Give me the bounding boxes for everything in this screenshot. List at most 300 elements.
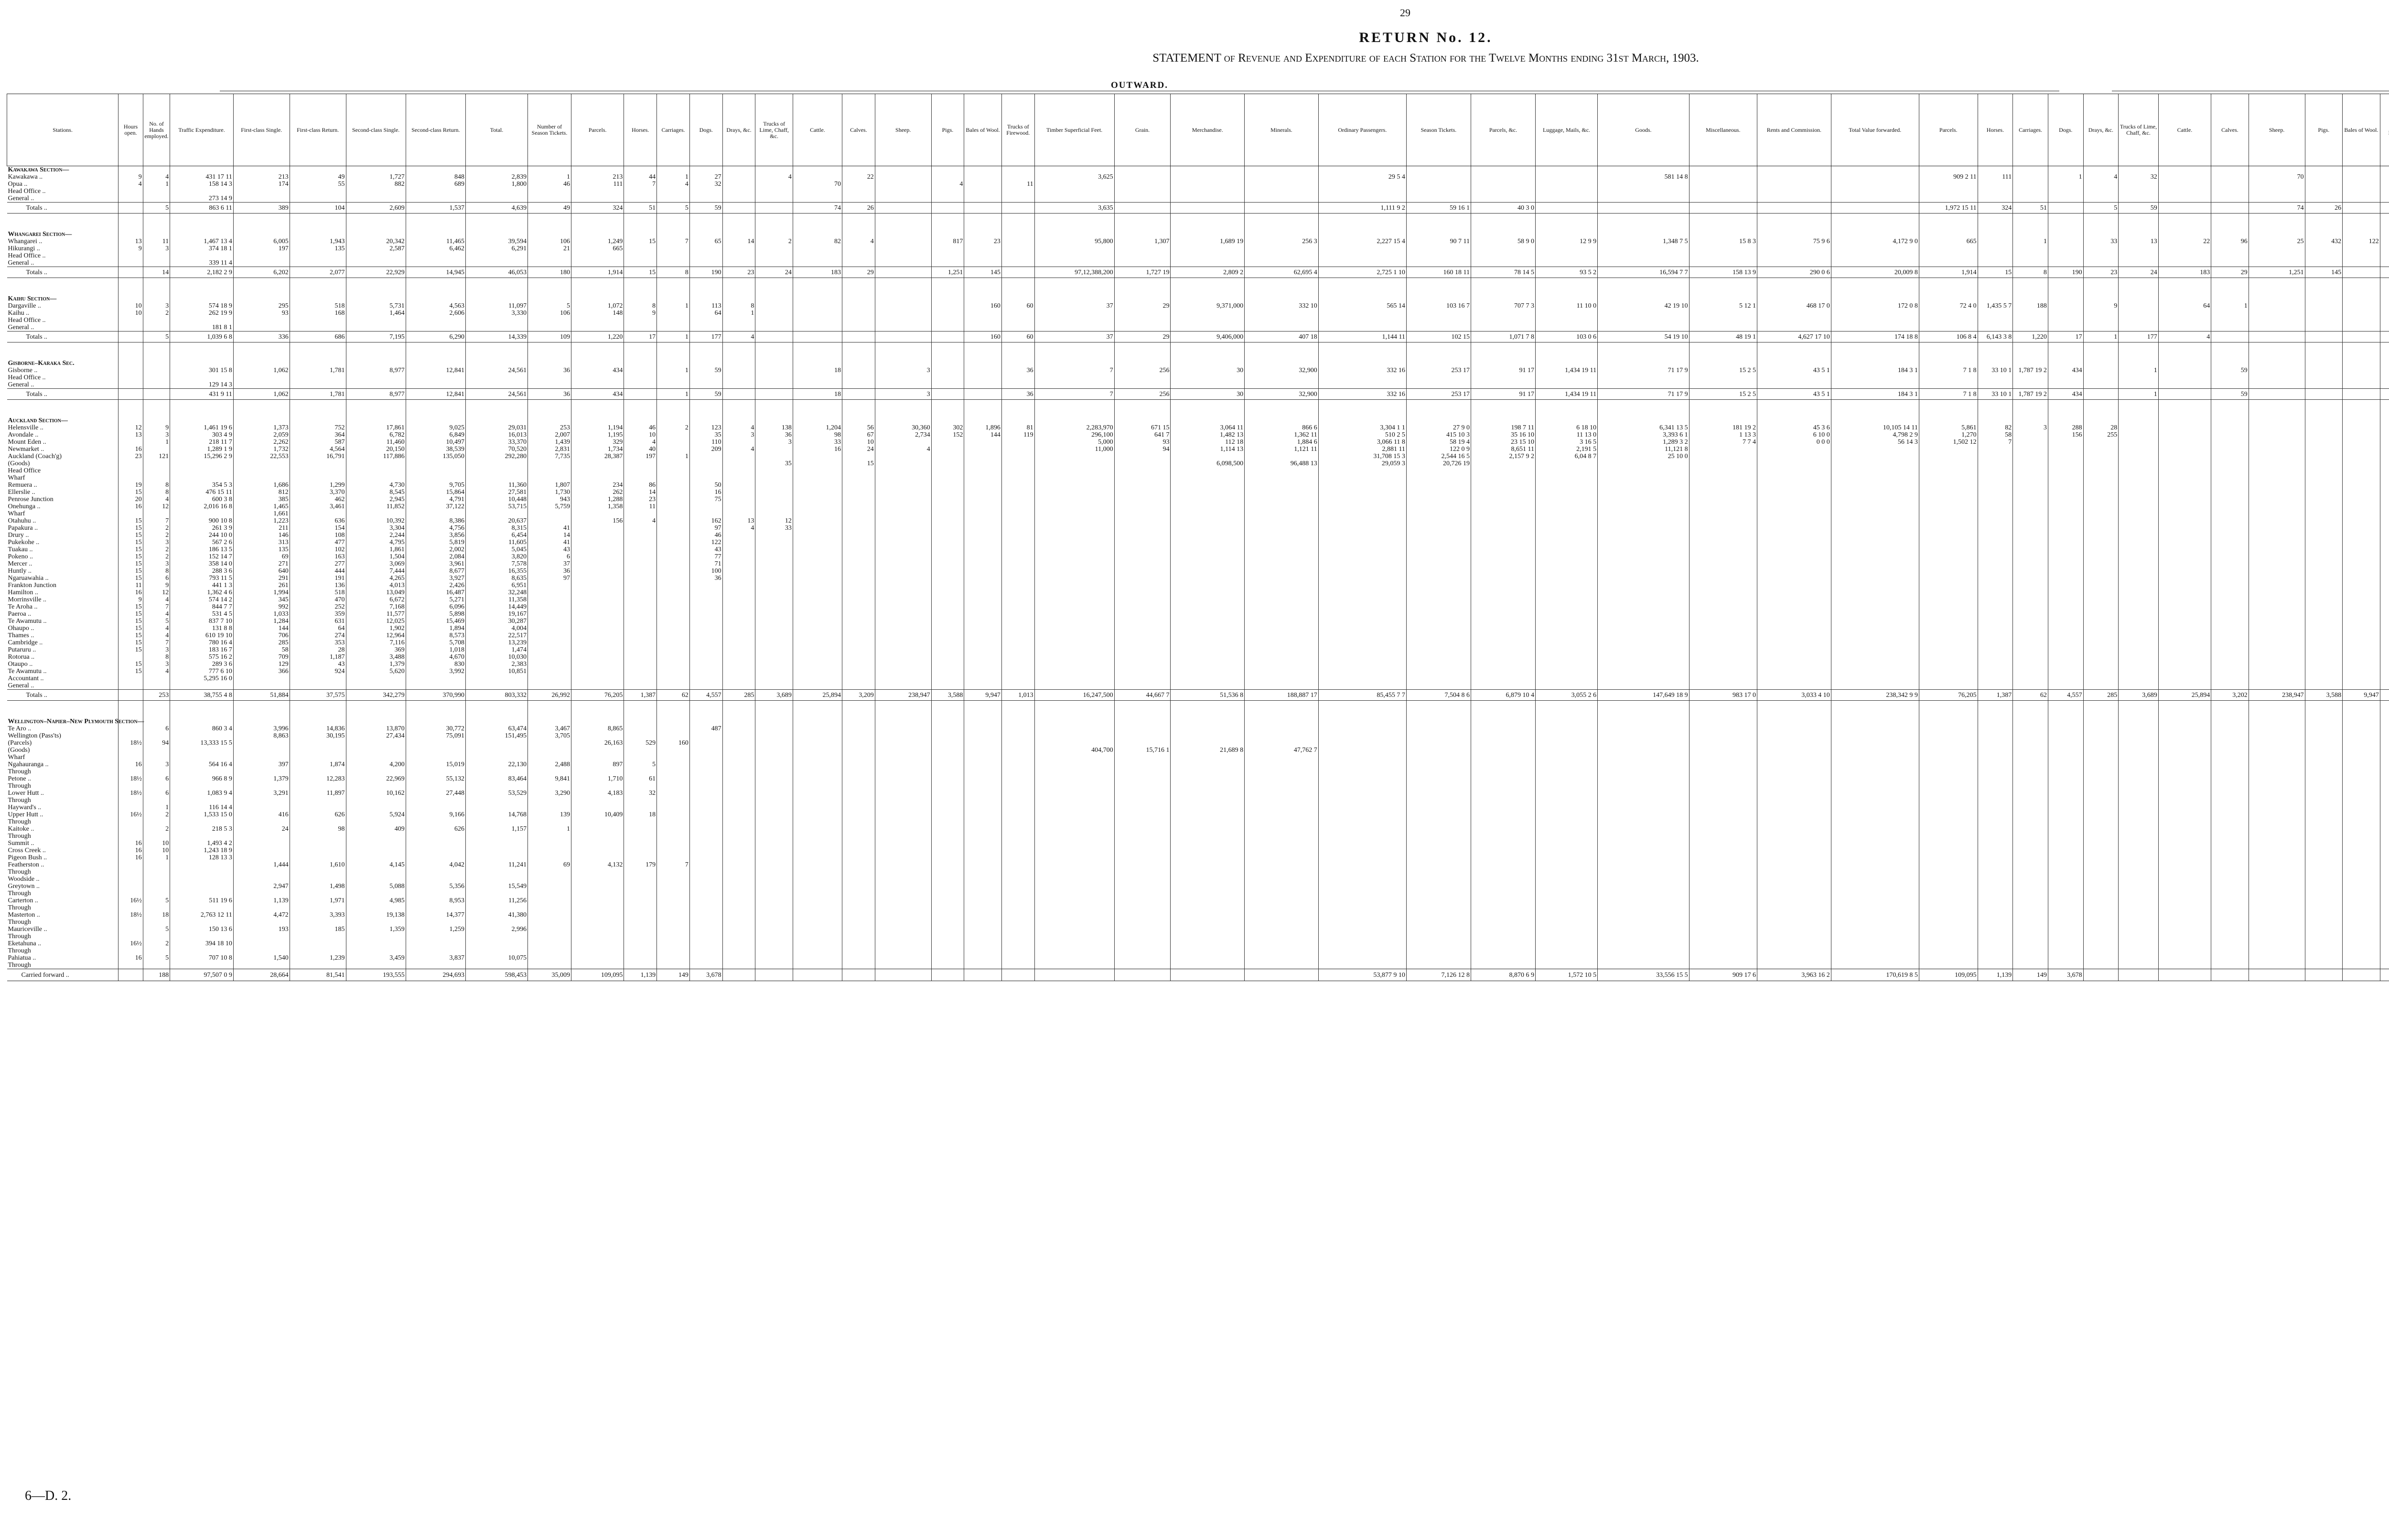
station-name: Newmarket ..: [8, 446, 44, 453]
table-cell: [2305, 188, 2343, 195]
station-name: Through: [8, 833, 31, 840]
table-cell: 23: [118, 453, 143, 460]
table-cell: [1689, 790, 1757, 797]
table-cell: [657, 560, 690, 567]
table-cell: [722, 761, 755, 768]
station-name: Through: [8, 868, 31, 876]
table-cell: 15: [118, 489, 143, 496]
table-cell: 2,283,970: [1034, 424, 1114, 431]
table-cell: [755, 804, 793, 811]
table-cell: [689, 747, 722, 754]
table-cell: [1471, 610, 1535, 618]
table-cell: [2305, 790, 2343, 797]
table-cell: [931, 474, 964, 481]
table-cell: [875, 188, 931, 195]
table-cell: 5: [2083, 203, 2119, 214]
table-cell: [1318, 911, 1406, 919]
totals-row: [7, 690, 2389, 701]
table-cell: [2343, 625, 2380, 632]
table-cell: [1318, 675, 1406, 682]
table-cell: [1034, 768, 1114, 775]
table-cell: [842, 775, 875, 782]
table-cell: [1757, 747, 1831, 754]
table-cell: [170, 166, 234, 174]
table-cell: 345: [233, 596, 290, 603]
table-cell: [2013, 833, 2048, 840]
table-cell: [1757, 754, 1831, 761]
table-cell: [1978, 400, 2013, 417]
table-cell: 55: [290, 181, 346, 188]
table-cell: [2119, 214, 2158, 231]
column-header: Cattle.: [793, 94, 842, 166]
table-cell: [1114, 768, 1171, 775]
table-cell: 924: [290, 668, 346, 675]
table-cell: [1171, 861, 1245, 868]
table-cell: [2119, 718, 2158, 725]
table-cell: 82: [1978, 424, 2013, 431]
table-cell: 163: [290, 553, 346, 560]
table-cell: 146: [233, 532, 290, 539]
table-cell: 2,587: [346, 245, 406, 252]
table-cell: [689, 259, 722, 267]
table-cell: [233, 718, 290, 725]
table-cell: [842, 632, 875, 639]
table-cell: 58 9 0: [1471, 238, 1535, 245]
table-cell: 5,759: [528, 503, 571, 510]
table-cell: [657, 868, 690, 876]
table-cell: [842, 252, 875, 259]
table-cell: [118, 904, 143, 911]
table-cell: 22,553: [233, 453, 290, 460]
table-cell: 1,139: [233, 897, 290, 904]
table-cell: [722, 682, 755, 690]
table-cell: [2249, 332, 2305, 342]
table-cell: 9: [118, 596, 143, 603]
table-cell: [170, 231, 234, 238]
table-cell: [2013, 761, 2048, 768]
table-cell: [1171, 701, 1245, 718]
table-cell: [346, 718, 406, 725]
table-cell: [1598, 754, 1690, 761]
table-row: [7, 876, 2389, 883]
table-cell: [1535, 818, 1597, 825]
table-cell: [2211, 725, 2249, 732]
table-cell: [2013, 252, 2048, 259]
table-cell: [465, 166, 527, 174]
table-cell: [528, 782, 571, 790]
table-cell: [842, 682, 875, 690]
table-cell: 8: [624, 302, 657, 310]
table-cell: [2343, 718, 2380, 725]
station-name: Through: [8, 782, 31, 790]
table-cell: [1034, 546, 1114, 553]
table-cell: [2343, 400, 2380, 417]
table-cell: 707 7 3: [1471, 302, 1535, 310]
table-cell: [722, 668, 755, 675]
table-cell: [2380, 840, 2389, 847]
table-cell: [689, 342, 722, 360]
table-cell: [842, 302, 875, 310]
table-cell: [2048, 639, 2083, 646]
table-cell: 1,943: [290, 238, 346, 245]
table-cell: [624, 632, 657, 639]
table-cell: [793, 214, 842, 231]
table-cell: [1001, 582, 1034, 589]
table-cell: 76,205: [1919, 690, 1978, 701]
table-cell: [1001, 374, 1034, 381]
table-cell: [143, 797, 170, 804]
table-cell: [931, 797, 964, 804]
table-cell: [2083, 833, 2119, 840]
table-cell: [1535, 203, 1597, 214]
table-cell: [875, 317, 931, 324]
table-cell: 9,371,000: [1171, 302, 1245, 310]
table-cell: [170, 732, 234, 739]
table-cell: [2158, 818, 2211, 825]
table-cell: [2119, 596, 2158, 603]
table-cell: 8,863: [233, 732, 290, 739]
table-cell: [1114, 166, 1171, 174]
table-cell: [624, 278, 657, 296]
table-cell: [793, 302, 842, 310]
table-cell: [1689, 460, 1757, 467]
inward-heading: [2112, 80, 2389, 91]
table-cell: [1001, 639, 1034, 646]
table-cell: [170, 278, 234, 296]
table-cell: [2013, 668, 2048, 675]
table-cell: [722, 897, 755, 904]
table-cell: [1598, 646, 1690, 653]
table-cell: 16: [689, 489, 722, 496]
table-cell: [2083, 166, 2119, 174]
table-cell: 3,202: [2211, 690, 2249, 701]
table-cell: [2305, 173, 2343, 181]
table-cell: [1978, 811, 2013, 818]
table-cell: [1001, 259, 1034, 267]
table-cell: [875, 911, 931, 919]
table-cell: 431 9 11: [170, 389, 234, 400]
table-cell: [233, 682, 290, 690]
table-cell: 2,157 9 2: [1471, 453, 1535, 460]
table-cell: [964, 252, 1002, 259]
table-cell: 2,016 16 8: [170, 503, 234, 510]
table-cell: [842, 278, 875, 296]
table-cell: 8,651 11: [1471, 446, 1535, 453]
table-cell: 7: [143, 517, 170, 524]
table-cell: 12: [118, 424, 143, 431]
table-cell: [406, 474, 465, 481]
column-header: Hours open.: [118, 94, 143, 166]
table-cell: [1001, 503, 1034, 510]
table-cell: [1406, 732, 1471, 739]
table-cell: 100: [689, 567, 722, 575]
table-cell: [528, 747, 571, 754]
table-cell: [465, 747, 527, 754]
table-cell: 610 19 10: [170, 632, 234, 639]
table-cell: 7 7 4: [1689, 438, 1757, 446]
table-cell: [1114, 295, 1171, 302]
table-cell: 4,791: [406, 496, 465, 503]
table-cell: 218 5 3: [170, 825, 234, 833]
table-cell: [1919, 374, 1978, 381]
table-cell: [931, 188, 964, 195]
table-cell: [571, 575, 624, 582]
table-cell: [793, 324, 842, 332]
table-cell: [2119, 324, 2158, 332]
table-cell: [1978, 560, 2013, 567]
table-cell: [1598, 188, 1690, 195]
table-cell: [875, 342, 931, 360]
table-cell: [571, 374, 624, 381]
table-cell: [1757, 883, 1831, 890]
table-cell: [2380, 302, 2389, 310]
table-cell: [2380, 231, 2389, 238]
table-cell: [1471, 496, 1535, 503]
table-cell: [1831, 342, 1919, 360]
table-cell: [2249, 324, 2305, 332]
table-cell: [657, 524, 690, 532]
table-cell: 837 7 10: [170, 618, 234, 625]
table-cell: [793, 560, 842, 567]
station-name: Greytown ..: [8, 883, 40, 890]
table-cell: [290, 295, 346, 302]
station-name: Otaupo ..: [8, 661, 33, 668]
table-cell: [1919, 825, 1978, 833]
table-cell: [465, 768, 527, 775]
table-cell: [1406, 854, 1471, 861]
table-cell: [1471, 188, 1535, 195]
table-cell: [1318, 181, 1406, 188]
table-cell: [2380, 431, 2389, 438]
table-cell: [2249, 797, 2305, 804]
table-cell: [1171, 310, 1245, 317]
table-cell: [346, 342, 406, 360]
table-cell: [1034, 625, 1114, 632]
table-cell: [842, 668, 875, 675]
table-cell: [528, 589, 571, 596]
table-cell: [170, 868, 234, 876]
table-cell: [1245, 682, 1319, 690]
column-header: Carriages.: [2013, 94, 2048, 166]
table-cell: [1406, 718, 1471, 725]
table-cell: [2305, 618, 2343, 625]
table-cell: [2380, 166, 2389, 174]
table-cell: [1034, 582, 1114, 589]
table-cell: [722, 833, 755, 840]
table-cell: 364: [290, 431, 346, 438]
table-cell: 46: [689, 532, 722, 539]
table-cell: [1471, 768, 1535, 775]
table-cell: [2380, 797, 2389, 804]
table-cell: [875, 453, 931, 460]
table-cell: 3,992: [406, 668, 465, 675]
table-cell: [2380, 725, 2389, 732]
table-cell: 145: [2305, 267, 2343, 278]
table-cell: [2343, 446, 2380, 453]
table-cell: 4: [118, 181, 143, 188]
table-cell: [2158, 811, 2211, 818]
table-cell: [875, 840, 931, 847]
table-cell: 3,588: [931, 690, 964, 701]
table-cell: 3,856: [406, 532, 465, 539]
table-row: [7, 861, 2389, 868]
table-row: [7, 524, 2389, 532]
table-cell: [2305, 701, 2343, 718]
table-cell: [1245, 195, 1319, 203]
table-cell: [1831, 668, 1919, 675]
table-cell: [931, 804, 964, 811]
table-cell: [793, 360, 842, 367]
table-row: [7, 782, 2389, 790]
table-cell: [1245, 818, 1319, 825]
table-cell: [875, 524, 931, 532]
table-cell: [2343, 682, 2380, 690]
table-cell: 567 2 6: [170, 539, 234, 546]
table-cell: [722, 610, 755, 618]
table-cell: [1757, 381, 1831, 389]
table-cell: [2083, 682, 2119, 690]
table-cell: [2158, 166, 2211, 174]
table-cell: [1114, 575, 1171, 582]
table-cell: [657, 618, 690, 625]
table-cell: [1406, 632, 1471, 639]
table-cell: [1318, 854, 1406, 861]
table-cell: [2211, 668, 2249, 675]
table-cell: [2380, 438, 2389, 446]
table-cell: [964, 342, 1002, 360]
table-cell: [1689, 400, 1757, 417]
table-cell: [2249, 818, 2305, 825]
table-cell: [2013, 188, 2048, 195]
table-cell: [1831, 675, 1919, 682]
table-cell: [931, 596, 964, 603]
table-cell: [755, 367, 793, 374]
table-cell: [793, 532, 842, 539]
table-cell: [2343, 739, 2380, 747]
table-cell: 6,341 13 5: [1598, 424, 1690, 431]
table-cell: [1535, 231, 1597, 238]
table-cell: 1,348 7 5: [1598, 238, 1690, 245]
table-cell: [722, 725, 755, 732]
table-cell: [1757, 653, 1831, 661]
table-cell: [624, 596, 657, 603]
table-cell: [2083, 317, 2119, 324]
table-cell: [2048, 446, 2083, 453]
table-cell: [1471, 510, 1535, 517]
table-cell: [1757, 575, 1831, 582]
table-cell: [1114, 360, 1171, 367]
table-cell: [2380, 625, 2389, 632]
table-cell: [657, 876, 690, 883]
table-cell: [1034, 453, 1114, 460]
table-cell: [1919, 181, 1978, 188]
table-cell: [1598, 181, 1690, 188]
table-cell: [1598, 861, 1690, 868]
station-name: Whangarei ..: [8, 238, 43, 245]
table-cell: [1034, 782, 1114, 790]
table-cell: [657, 754, 690, 761]
table-cell: [722, 904, 755, 911]
table-cell: [1978, 510, 2013, 517]
table-cell: [1171, 496, 1245, 503]
table-cell: [755, 682, 793, 690]
table-cell: 1,435 5 7: [1978, 302, 2013, 310]
table-cell: [2249, 868, 2305, 876]
table-cell: [875, 474, 931, 481]
table-cell: 186 13 5: [170, 546, 234, 553]
table-cell: [1598, 761, 1690, 768]
table-cell: [793, 342, 842, 360]
table-cell: [465, 467, 527, 474]
table-cell: [722, 861, 755, 868]
table-cell: [689, 632, 722, 639]
table-cell: [1318, 725, 1406, 732]
table-cell: 9,947: [2343, 690, 2380, 701]
table-cell: 20,150: [346, 446, 406, 453]
table-cell: [1689, 840, 1757, 847]
table-cell: [1171, 668, 1245, 675]
table-cell: [2048, 181, 2083, 188]
table-cell: [118, 782, 143, 790]
table-cell: [657, 825, 690, 833]
table-cell: [624, 567, 657, 575]
table-cell: [1114, 188, 1171, 195]
table-cell: [1001, 496, 1034, 503]
column-header: Number of Season Tickets.: [528, 94, 571, 166]
table-cell: 234: [571, 481, 624, 489]
table-cell: [2013, 797, 2048, 804]
table-cell: [2249, 732, 2305, 739]
table-cell: [2158, 503, 2211, 510]
table-row: [7, 324, 2389, 332]
table-row: [7, 589, 2389, 596]
table-cell: 600 3 8: [170, 496, 234, 503]
table-cell: [233, 188, 290, 195]
column-header: First-class Single.: [233, 94, 290, 166]
table-cell: 5,620: [346, 668, 406, 675]
table-cell: 13,239: [465, 639, 527, 646]
table-cell: [1598, 804, 1690, 811]
table-cell: [1114, 904, 1171, 911]
table-cell: [931, 725, 964, 732]
table-cell: 56: [842, 424, 875, 431]
table-cell: [1245, 840, 1319, 847]
table-cell: [1831, 360, 1919, 367]
table-cell: [1919, 682, 1978, 690]
table-cell: 1,502 12: [1919, 438, 1978, 446]
table-cell: [2048, 790, 2083, 797]
table-cell: [528, 510, 571, 517]
table-cell: 2,182 2 9: [170, 267, 234, 278]
table-cell: 144: [964, 431, 1002, 438]
table-cell: [689, 195, 722, 203]
table-cell: [290, 701, 346, 718]
table-cell: [1034, 883, 1114, 890]
table-cell: [1471, 342, 1535, 360]
table-cell: [2249, 890, 2305, 897]
table-cell: [1245, 188, 1319, 195]
table-cell: [931, 214, 964, 231]
table-cell: [842, 747, 875, 754]
station-name: Huntly ..: [8, 567, 32, 575]
table-cell: [1689, 661, 1757, 668]
table-cell: [875, 332, 931, 342]
table-cell: [931, 517, 964, 524]
station-name: Through: [8, 818, 31, 825]
table-cell: [290, 868, 346, 876]
table-cell: [1831, 317, 1919, 324]
table-cell: [2211, 575, 2249, 582]
